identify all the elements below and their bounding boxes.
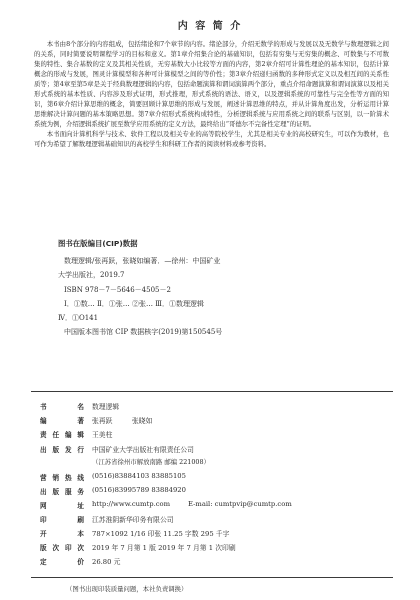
- label-char: 出: [40, 488, 47, 496]
- value-email: E-mail: cumtpvip@cumtp.com: [188, 500, 292, 508]
- value-price: 26.80 元: [92, 558, 121, 566]
- label-authors: [40, 415, 84, 425]
- label-char: 编: [64, 431, 72, 439]
- label-char: 版: [40, 544, 47, 552]
- label-char: 热: [64, 474, 72, 482]
- label-char: 次: [52, 544, 60, 552]
- value-author-1: 张再跃: [92, 417, 113, 425]
- label-char: 营: [40, 474, 47, 482]
- bottom-divider: [31, 577, 393, 578]
- value-website: http://www.cumtp.com: [92, 500, 171, 508]
- label-sales: [40, 472, 84, 482]
- label-char: 价: [77, 558, 84, 566]
- label-edition: [40, 542, 84, 552]
- label-char: 版: [52, 488, 60, 496]
- value-service: (0516)83995789 83884920: [92, 486, 186, 494]
- cip-data-block: [58, 254, 398, 340]
- cip-line: Ⅰ．①数… Ⅱ．①张… ②张… Ⅲ．①数理逻辑: [64, 299, 204, 308]
- value-sales: (0516)83884103 83885105: [92, 472, 186, 480]
- value-format: 787×1092 1/16 印张 11.25 字数 295 千字: [92, 530, 230, 538]
- label-char: 书: [40, 403, 47, 411]
- label-title: [40, 401, 84, 411]
- label-editor: [40, 429, 84, 439]
- quality-notice: （图书出现印装质量问题，本社负责调换）: [66, 585, 188, 593]
- label-char: 辑: [77, 431, 84, 439]
- cip-line: Ⅳ．①O141: [58, 314, 99, 323]
- value-printer: 江苏淮阴新华印务有限公司: [92, 516, 174, 524]
- label-char: 版: [52, 446, 60, 454]
- intro-paragraph-1: 本书由8个部分的内容组成，包括绪论和7个章节的内容。绪论部分，介绍无数学的形成与发展以及无数学与数理逻辑之间的关系，同时简要说明课程学习的目标和意义。第1章介绍集合论的基础知识，包括有穷集与无穷集的概念、可数集与不可数集的特性、集合基数的定义及其相关性质，无穷基数大小比较等方面的内容，第2章介绍可计算性理论的基本知识，包括计算概念的形成与发展，图灵计算模型和各种可计算模型之间的等价性；第3章介绍递归函数的多种形式定义以及相互间的关系性质等；第4章至第5章是关于经典数理逻辑的内容，包括命题演算和谓词演算两个部分，重点介绍命题演算和谓词演算以及相关形式系统的基本性质、内容涉及形式证明，形式推理，形式系统的语法、语义，以及逻辑系统的可靠性与完全性等方面的知识，第6章介绍计算思维的概念，简要回顾计算思维的形成与发展，阐述计算思维的特点，并从计算角度出发，分析运用计算思维解决计算问题的基本策略思想。第7章介绍形式系统构成特性，分析逻辑系统与应用系统之间的联系与区别，以一阶算术系统为例，介绍逻辑系统扩展至数学应用系统的定义方法，最终给出“哥德尔不完备性定理”的证明。: [34, 40, 389, 128]
- label-char: 出: [40, 446, 47, 454]
- label-char: 本: [77, 530, 84, 538]
- label-char: 任: [52, 431, 60, 439]
- cip-line: 大学出版社，2019.7: [58, 271, 125, 280]
- intro-text: [34, 40, 389, 149]
- label-char: 网: [40, 502, 47, 510]
- value-editor: 王美柱: [92, 431, 113, 439]
- cip-line: ISBN 978－7－5646－4505－2: [64, 285, 171, 294]
- label-website: [40, 500, 84, 510]
- label-char: 责: [40, 431, 47, 439]
- label-char: 发: [64, 446, 72, 454]
- cip-title: 图书在版编目(CIP)数据: [58, 239, 138, 248]
- label-char: 定: [40, 558, 47, 566]
- label-format: [40, 528, 84, 538]
- value-author-2: 张晓如: [132, 417, 153, 425]
- label-service: [40, 486, 84, 496]
- label-printer: [40, 514, 84, 524]
- label-char: 开: [40, 530, 47, 538]
- intro-paragraph-2: 本书面向计算机科学与技术、软件工程以及相关专业的高等院校学生，尤其是相关专业的高校研究生，可以作为教材，也可作为希望了解数理逻辑基础知识的高校学生和科研工作者的阅读材料或参考资料。: [34, 129, 389, 148]
- value-edition: 2019 年 7 月第 1 版 2019 年 7 月第 1 次印刷: [92, 544, 236, 552]
- label-char: 服: [64, 488, 72, 496]
- label-char: 著: [77, 417, 84, 425]
- value-publisher: 中国矿业大学出版社有限责任公司: [92, 446, 194, 454]
- label-publisher: [40, 444, 84, 454]
- label-char: 行: [77, 446, 84, 454]
- label-char: 编: [40, 417, 47, 425]
- cip-line: 中国版本图书馆 CIP 数据核字(2019)第150545号: [64, 328, 223, 337]
- label-char: 次: [77, 544, 84, 552]
- intro-title: 内 容 简 介: [177, 21, 243, 32]
- top-divider: [31, 391, 393, 392]
- label-char: 销: [52, 474, 60, 482]
- label-char: 线: [77, 474, 84, 482]
- label-char: 名: [77, 403, 84, 411]
- publisher-address: （江苏省徐州市解放南路 邮编 221008）: [92, 458, 210, 466]
- value-title: 数理逻辑: [92, 403, 120, 411]
- label-char: 印: [40, 516, 47, 524]
- label-char: 刷: [77, 516, 84, 524]
- label-price: [40, 556, 84, 566]
- label-char: 务: [77, 488, 84, 496]
- label-char: 印: [64, 544, 72, 552]
- label-char: 址: [77, 502, 84, 510]
- cip-line: 数理逻辑/张再跃，张晓如编著．—徐州：中国矿业: [64, 257, 221, 265]
